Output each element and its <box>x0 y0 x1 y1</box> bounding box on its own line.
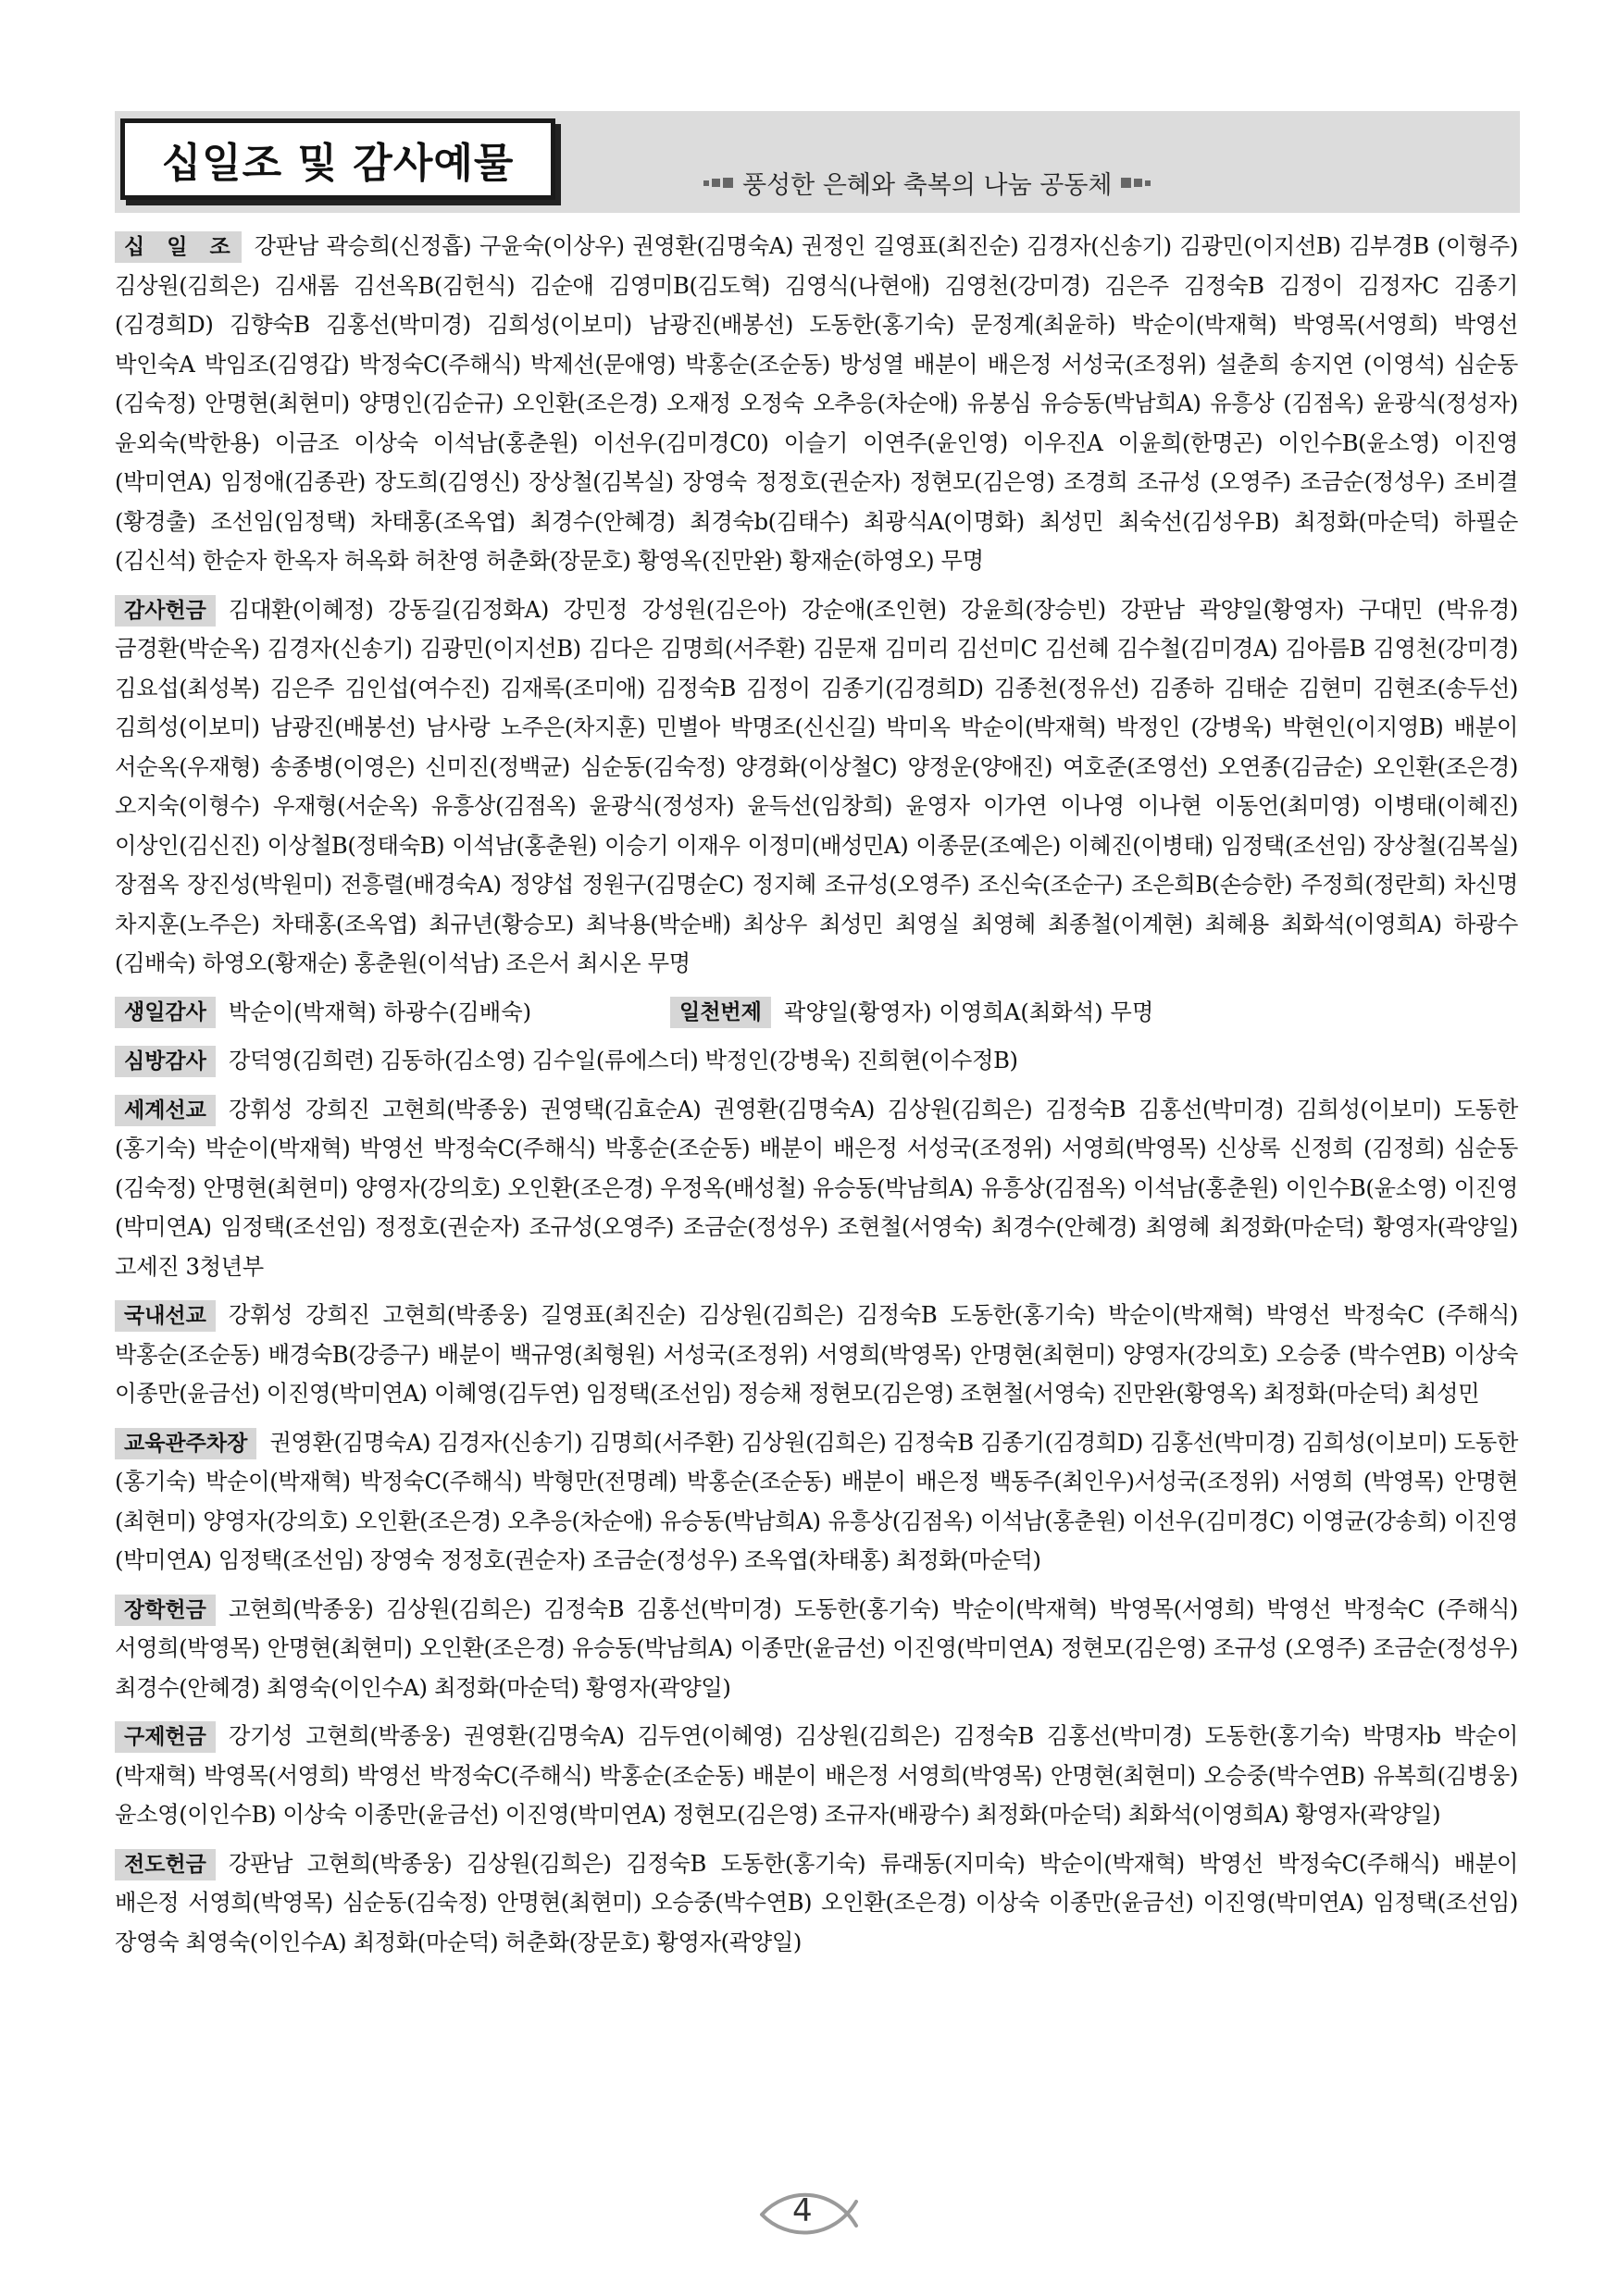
section-label: 생일감사 <box>115 997 216 1028</box>
section-names: 강휘성 강희진 고현희(박종웅) 길영표(최진순) 김상원(김희은) 김정숙B 도동한(홍기숙) 박순이(박재혁) 박영선 박정숙C (주해식) 박홍순(조순동) 배경숙B(강증구) 배분이 백규영(최형원) 서성국(조정위) 서영희(박영목) 안명현(최현미) 양영자(강의호) 오승중 (박수연B) 이상숙 이종만(윤금선) 이진영(박미연A) 이혜영(김두연) 임정택(조선임) 정승채 정현모(김은영) 조현철(서영숙) 진만완(황영옥) 최정화(마순덕) 최성민 <box>115 1301 1518 1407</box>
square-bullets-left-icon <box>703 178 733 188</box>
section-names: 강판남 곽승희(신정흡) 구윤숙(이상우) 권영환(김명숙A) 권정인 길영표(최진순) 김경자(신송기) 김광민(이지선B) 김부경B (이형주) 김상원(김희은) 김새롬 김선옥B(김헌식) 김순애 김영미B(김도혁) 김영식(나현애) 김영천(강미경) 김은주 김정숙B 김정이 김정자C 김종기(김경희D) 김향숙B 김홍선(박미경) 김희성(이보미) 남광진(배봉선) 도동한(홍기숙) 문정계(최윤하) 박순이(박재혁) 박영목(서영희) 박영선 박인숙A 박임조(김영갑) 박정숙C(주해식) 박제선(문애영) 박홍순(조순동) 방성열 배분이 배은정 서성국(조정위) 설춘희 송지연 (이영석) 심순동(김숙정) 안명현(최현미) 양명인(김순규) 오인환(조은경) 오재정 오정숙 오추응(차순애) 유봉심 유승동(박남희A) 유흥상 (김점옥) 윤광식(정성자) 윤외숙(박한용) 이금조 이상숙 이석남(홍춘원) 이선우(김미경C0) 이슬기 이연주(윤인영) 이우진A 이윤희(한명곤) 이인수B(윤소영) 이진영(박미연A) 임정애(김종관) 장도희(김영신) 장상철(김복실) 장영숙 정정호(권순자) 정현모(김은영) 조경희 조규성 (오영주) 조금순(정성우) 조비결(황경출) 조선임(임정택) 차태홍(조옥엽) 최경수(안혜경) 최경숙b(김태수) 최광식A(이명화) 최성민 최숙선(김성우B) 최정화(마순덕) 하필순(김신석) 한순자 한옥자 허옥화 허찬영 허춘화(장문호) 황영옥(진만완) 황재순(하영오) 무명 <box>115 232 1518 574</box>
ichthys-fish-icon <box>754 2179 875 2244</box>
section-world-mission <box>115 1090 1518 1287</box>
section-label: 감사헌금 <box>115 595 216 627</box>
square-bullets-right-icon <box>1121 178 1151 188</box>
page-number: 4 <box>792 2192 813 2229</box>
section-row-birthday-thousand <box>115 993 1518 1033</box>
page-subtitle: 풍성한 은혜와 축복의 나눔 공동체 <box>742 171 1113 200</box>
section-label: 세계선교 <box>115 1095 216 1126</box>
section-label: 구제헌금 <box>115 1721 216 1753</box>
section-birthday <box>115 993 670 1033</box>
section-names: 강기성 고현희(박종웅) 권영환(김명숙A) 김두연(이혜영) 김상원(김희은) 김정숙B 김홍선(박미경) 도동한(홍기숙) 박명자b 박순이(박재혁) 박영목(서영희) 박영선 박정숙C(주해식) 박홍순(조순동) 배분이 배은정 서영희(박영목) 안명현(최현미) 오승중(박수연B) 유복희(김병웅) 윤소영(이인수B) 이상숙 이종만(윤금선) 이진영(박미연A) 정현모(김은영) 조규자(배광수) 최정화(마순덕) 최화석(이영희A) 황영자(곽양일) <box>115 1722 1518 1828</box>
section-label: 장학헌금 <box>115 1595 216 1626</box>
offering-list <box>115 227 1518 1971</box>
section-label: 십 일 조 <box>115 231 242 263</box>
section-names: 권영환(김명숙A) 김경자(신송기) 김명희(서주환) 김상원(김희은) 김정숙B 김종기(김경희D) 김홍선(박미경) 김희성(이보미) 도동한(홍기숙) 박순이(박재혁) 박정숙C(주해식) 박형만(전명례) 박홍순(조순동) 배분이 배은정 백동주(최인우)서성국(조정위) 서영희 (박영목) 안명현(최현미) 양영자(강의호) 오인환(조은경) 오추응(차순애) 유승동(박남희A) 유흥상(김점옥) 이석남(홍춘원) 이선우(김미경C) 이영균(강송희) 이진영(박미연A) 임정택(조선임) 장영숙 정정호(권순자) 조금순(정성우) 조옥엽(차태홍) 최정화(마순덕) <box>115 1428 1518 1573</box>
page-footer <box>0 2179 1618 2253</box>
section-names: 강판남 고현희(박종웅) 김상원(김희은) 김정숙B 도동한(홍기숙) 류래동(지미숙) 박순이(박재혁) 박영선 박정숙C(주해식) 배분이 배은정 서영희(박영목) 심순동(김숙정) 안명현(최현미) 오승중(박수연B) 오인환(조은경) 이상숙 이종만(윤금선) 이진영(박미연A) 임정택(조선임) 장영숙 최영숙(이인수A) 최정화(마순덕) 허춘화(장문호) 황영자(곽양일) <box>115 1849 1518 1955</box>
subtitle-row <box>703 165 1151 201</box>
section-visitation <box>115 1041 1518 1081</box>
section-label: 전도헌금 <box>115 1849 216 1880</box>
page-title: 십일조 및 감사예물 <box>161 140 515 187</box>
section-names: 박순이(박재혁) 하광수(김배숙) <box>228 998 532 1025</box>
section-parking <box>115 1423 1518 1581</box>
section-label: 국내선교 <box>115 1300 216 1332</box>
section-names: 강휘성 강희진 고현희(박종웅) 권영택(김효순A) 권영환(김명숙A) 김상원(김희은) 김정숙B 김홍선(박미경) 김희성(이보미) 도동한(홍기숙) 박순이(박재혁) 박영선 박정숙C(주해식) 박홍순(조순동) 배분이 배은정 서성국(조정위) 서영희(박영목) 신상록 신정희 (김정희) 심순동(김숙정) 안명현(최현미) 양영자(강의호) 오인환(조은경) 우정옥(배성철) 유승동(박남희A) 유흥상(김점옥) 이석남(홍춘원) 이인수B(윤소영) 이진영(박미연A) 임정택(조선임) 정정호(권순자) 조규성(오영주) 조금순(정성우) 조현철(서영숙) 최경수(안혜경) 최영혜 최정화(마순덕) 황영자(곽양일) 고세진 3청년부 <box>115 1095 1518 1280</box>
section-names: 고현희(박종웅) 김상원(김희은) 김정숙B 김홍선(박미경) 도동한(홍기숙) 박순이(박재혁) 박영목(서영희) 박영선 박정숙C (주해식) 서영희(박영목) 안명현(최현미) 오인환(조은경) 유승동(박남희A) 이종만(윤금선) 이진영(박미연A) 정현모(김은영) 조규성 (오영주) 조금순(정성우) 최경수(안혜경) 최영숙(이인수A) 최정화(마순덕) 황영자(곽양일) <box>115 1595 1518 1701</box>
section-thousand-offering <box>670 993 1153 1033</box>
section-label: 심방감사 <box>115 1046 216 1077</box>
section-relief <box>115 1717 1518 1835</box>
section-domestic-mission <box>115 1296 1518 1414</box>
section-tithe <box>115 227 1518 581</box>
section-names: 곽양일(황영자) 이영희A(최화석) 무명 <box>783 998 1154 1025</box>
section-label: 교육관주차장 <box>115 1428 256 1459</box>
section-evangelism <box>115 1844 1518 1963</box>
section-label: 일천번제 <box>670 997 771 1028</box>
section-names: 김대환(이혜정) 강동길(김정화A) 강민정 강성원(김은아) 강순애(조인현) 강윤희(장승빈) 강판남 곽양일(황영자) 구대민 (박유경) 금경환(박순옥) 김경자(신송기) 김광민(이지선B) 김다은 김명희(서주환) 김문재 김미리 김선미C 김선혜 김수철(김미경A) 김아름B 김영천(강미경) 김요섭(최성복) 김은주 김인섭(여수진) 김재록(조미애) 김정숙B 김정이 김종기(김경희D) 김종천(정유선) 김종하 김태순 김현미 김현조(송두선) 김희성(이보미) 남광진(배봉선) 남사랑 노주은(차지훈) 민별아 박명조(신신길) 박미옥 박순이(박재혁) 박정인 (강병욱) 박현인(이지영B) 배분이 서순옥(우재형) 송종병(이영은) 신미진(정백균) 심순동(김숙정) 양경화(이상철C) 양정운(양애진) 여호준(조영선) 오연종(김금순) 오인환(조은경) 오지숙(이형수) 우재형(서순옥) 유흥상(김점옥) 윤광식(정성자) 윤득선(임창희) 윤영자 이가연 이나영 이나현 이동언(최미영) 이병태(이혜진) 이상인(김신진) 이상철B(정태숙B) 이석남(홍춘원) 이승기 이재우 이정미(배성민A) 이종문(조예은) 이혜진(이병태) 임정택(조선임) 장상철(김복실) 장점옥 장진성(박원미) 전흥렬(배경숙A) 정양섭 정원구(김명순C) 정지혜 조규성(오영주) 조신숙(조순구) 조은희B(손승한) 주정희(정란희) 차신명 차지훈(노주은) 차태홍(조옥엽) 최규년(황승모) 최낙용(박순배) 최상우 최성민 최영실 최영혜 최종철(이계현) 최혜용 최화석(이영희A) 하광수(김배숙) 하영오(황재순) 홍춘원(이석남) 조은서 최시온 무명 <box>115 595 1518 976</box>
section-thanksgiving <box>115 590 1518 984</box>
title-box <box>120 118 555 200</box>
section-scholarship <box>115 1590 1518 1708</box>
section-names: 강덕영(김희련) 김동하(김소영) 김수일(류에스더) 박정인(강병욱) 진희현(이수정B) <box>228 1047 1018 1074</box>
